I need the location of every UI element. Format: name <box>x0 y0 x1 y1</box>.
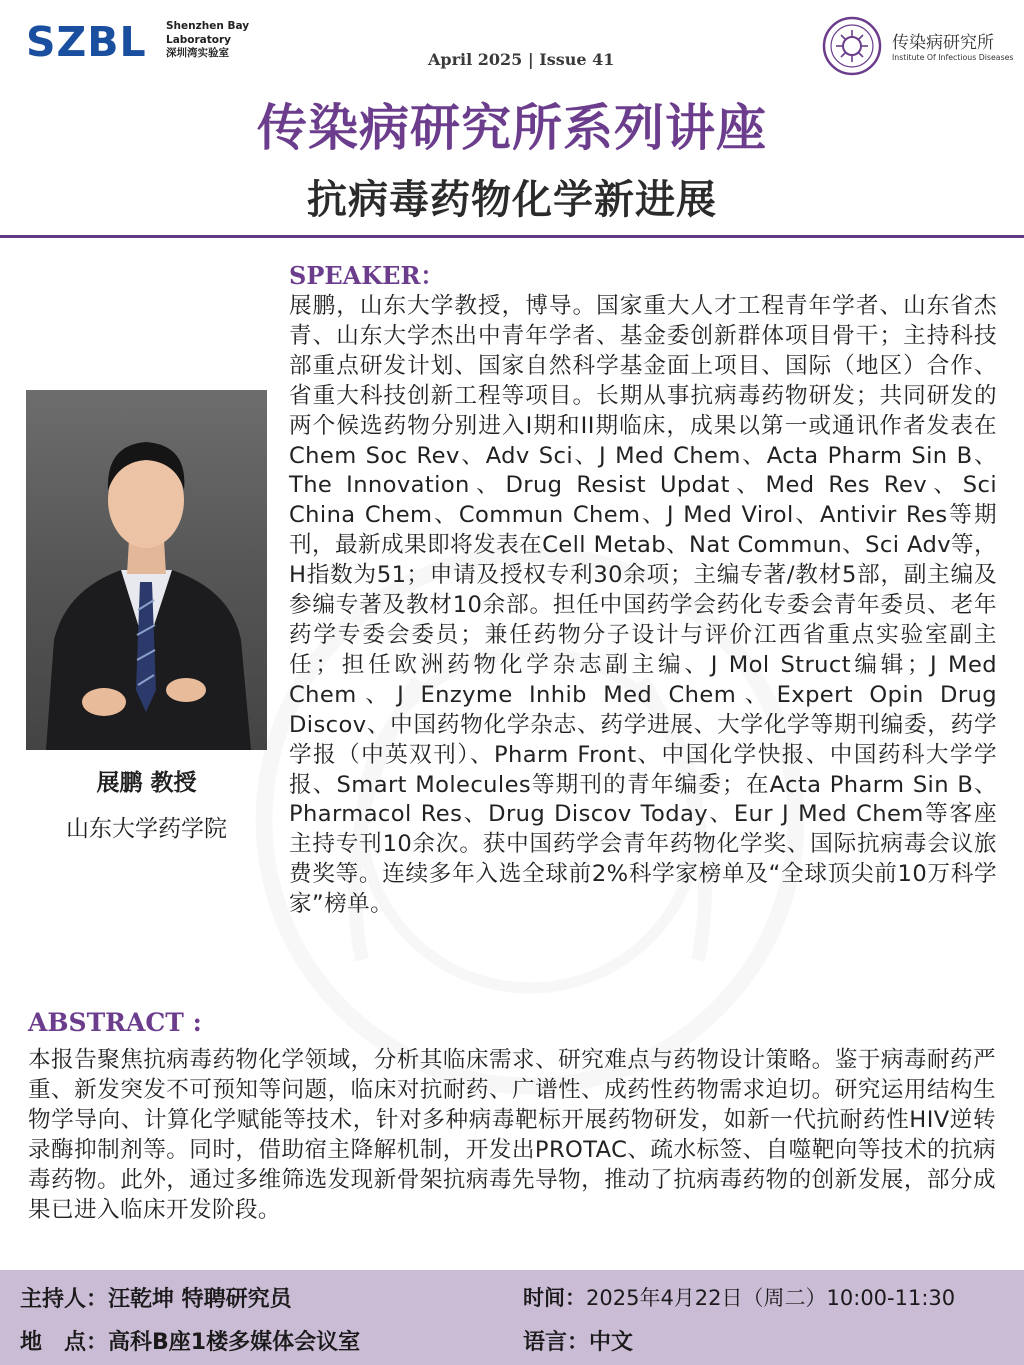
series-title: 传染病研究所系列讲座 <box>257 98 767 157</box>
institute-name-cn: 传染病研究所 <box>892 33 994 53</box>
speaker-portrait-icon <box>26 390 267 750</box>
speaker-affiliation: 山东大学药学院 <box>66 816 227 842</box>
time-info <box>523 1282 955 1312</box>
language-label: 语言： <box>523 1330 590 1355</box>
institute-name-en: Institute Of Infectious Diseases <box>892 53 1014 62</box>
event-info-footer <box>0 1270 1024 1365</box>
place-value: 高科B座1楼多媒体会议室 <box>108 1330 361 1355</box>
speaker-name: 展鹏 教授 <box>96 769 197 796</box>
time-label: 时间： <box>523 1286 586 1310</box>
language-value: 中文 <box>589 1330 634 1355</box>
institute-seal-icon <box>822 16 882 76</box>
abstract-text: 本报告聚焦抗病毒药物化学领域，分析其临床需求、研究难点与药物设计策略。鉴于病毒耐药严重、新发突发不可预知等问题，临床对抗耐药、广谱性、成药性药物需求迫切。研究运用结构生物学导向、计算化学赋能等技术，针对多种病毒靶标开展药物研发，如新一代抗耐药性HIV逆转录酶抑制剂等。同时，借助宿主降解机制，开发出PROTAC、疏水标签、自噬靶向等技术的抗病毒药物。此外，通过多维筛选发现新骨架抗病毒先导物，推动了抗病毒药物的创新发展，部分成果已进入临床开发阶段。 <box>28 1047 996 1223</box>
szbl-logo <box>26 18 256 68</box>
language-info <box>523 1325 633 1356</box>
header-divider <box>0 235 1024 238</box>
institute-logo <box>822 16 1017 76</box>
host-label: 主持人： <box>20 1287 109 1312</box>
time-value: 2025年4月22日（周二）10:00-11:30 <box>586 1286 956 1310</box>
issue-label: April 2025 | Issue 41 <box>428 50 615 69</box>
szbl-logo-mark: SZBL <box>26 18 147 66</box>
speaker-heading: SPEAKER： <box>289 261 445 290</box>
szbl-logo-text: Shenzhen Bay Laboratory 深圳湾实验室 <box>166 20 250 59</box>
place-info <box>20 1325 360 1356</box>
abstract-heading: ABSTRACT : <box>28 1008 202 1037</box>
speaker-photo <box>26 390 267 750</box>
host-info <box>20 1282 292 1313</box>
speaker-bio: 展鹏，山东大学教授，博导。国家重大人才工程青年学者、山东省杰青、山东大学杰出中青年学者、基金委创新群体项目骨干；主持科技部重点研发计划、国家自然科学基金面上项目、国际（地区）合作、省重大科技创新工程等项目。长期从事抗病毒药物研发；共同研发的两个候选药物分别进入I期和II期临床，成果以第一或通讯作者发表在Chem Soc Rev、Adv Sci、J Med Chem、Acta Pharm Sin B、The Innovation、Drug Resist Updat、Med Res Rev、Sci China Chem、Commun Chem、J Med Virol、Antivir Res等期刊，最新成果即将发表在Cell Metab、Nat Commun、Sci Adv等，H指数为51；申请及授权专利30余项；主编专著/教材5部，副主编及参编专著及教材10余部。担任中国药学会药化专委会青年委员、老年药学专委会委员；兼任药物分子设计与评价江西省重点实验室副主任；担任欧洲药物化学杂志副主编、J Mol Struct编辑；J Med Chem、J Enzyme Inhib Med Chem、Expert Opin Drug Discov、中国药物化学杂志、药学进展、大学化学等期刊编委，药学学报（中英双刊）、Pharm Front、中国化学快报、中国药科大学学报、Smart Molecules等期刊的青年编委；在Acta Pharm Sin B、Pharmacol Res、Drug Discov Today、Eur J Med Chem等客座主持专刊10余次。获中国药学会青年药物化学奖、国际抗病毒会议旅费奖等。连续多年入选全球前2%科学家榜单及“全球顶尖前10万科学家”榜单。 <box>289 293 997 918</box>
talk-title: 抗病毒药物化学新进展 <box>307 176 717 223</box>
host-value: 汪乾坤 特聘研究员 <box>108 1287 292 1312</box>
place-label: 地 点： <box>20 1330 109 1355</box>
